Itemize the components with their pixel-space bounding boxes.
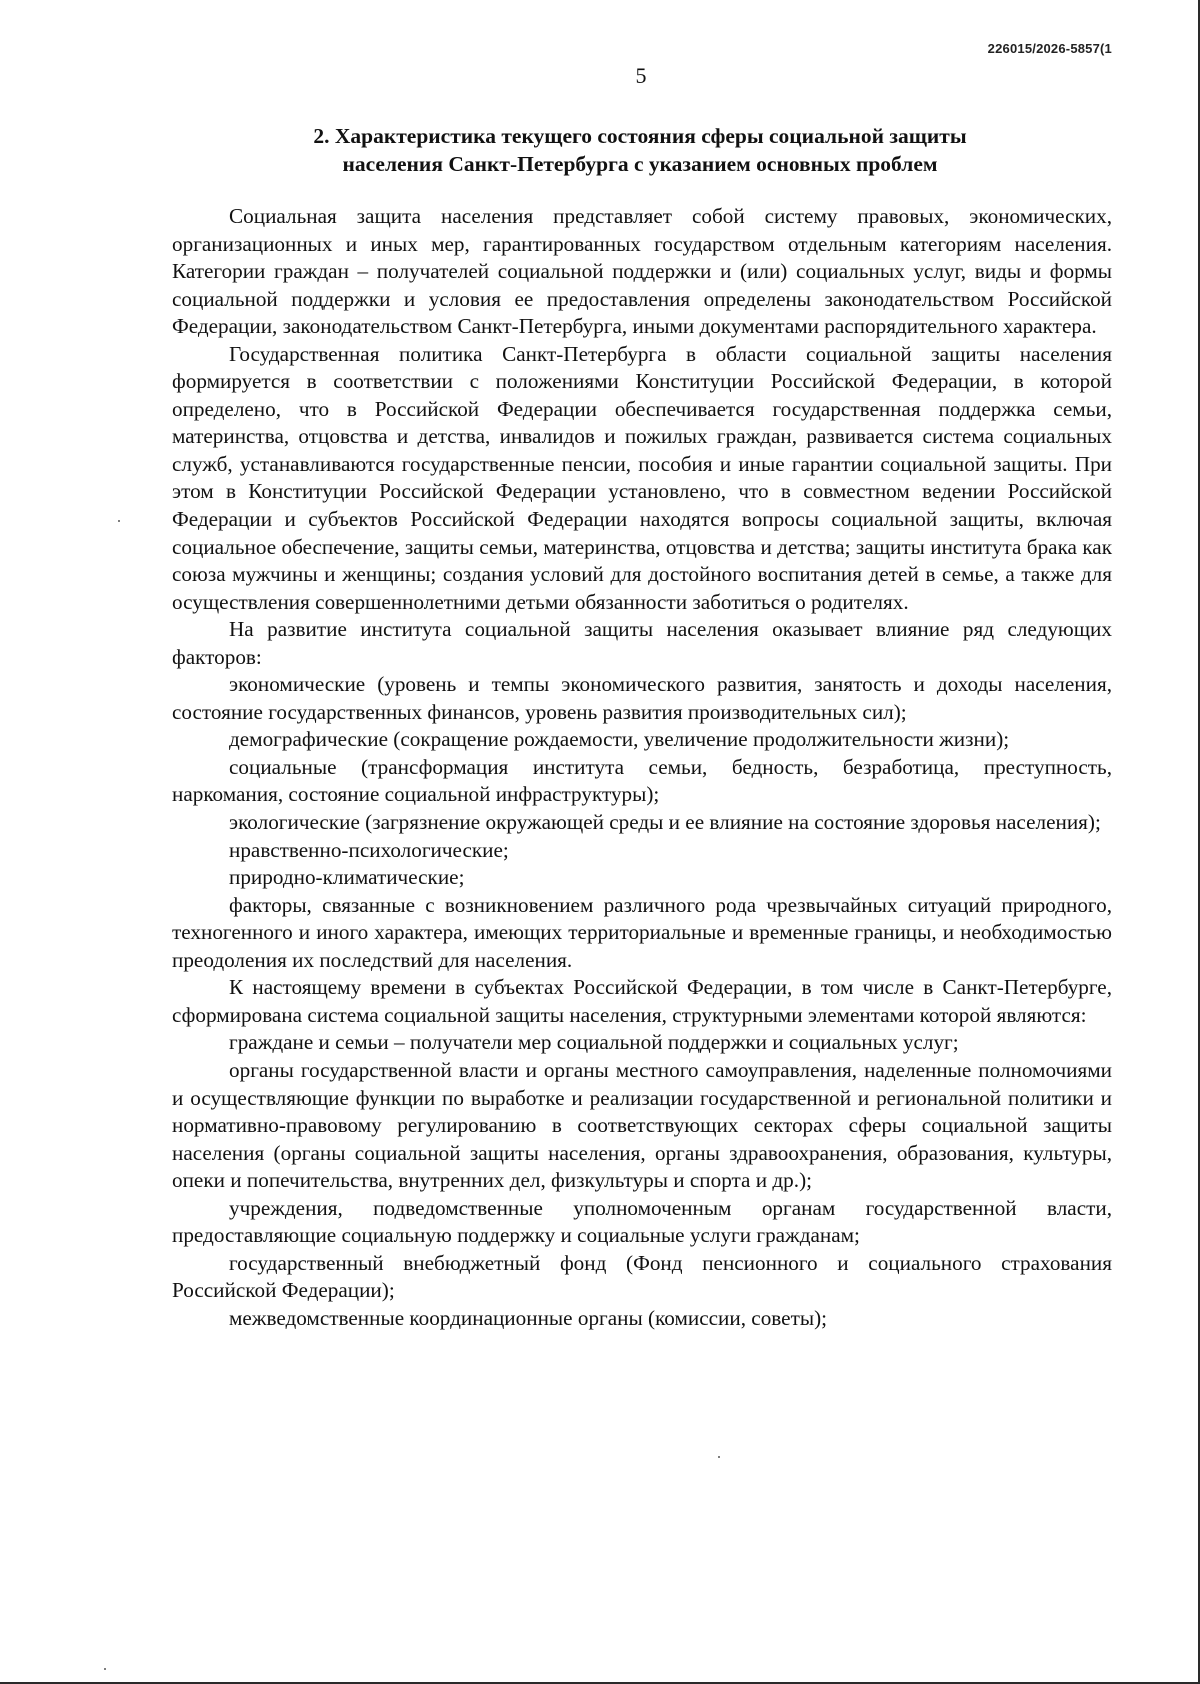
paragraph: учреждения, подведомственные уполномоченным органам государственной власти, предоставляющие социальную поддержку и социальные услуги гражданам; <box>172 1195 1112 1248</box>
paragraph: природно-климатические; <box>229 865 465 890</box>
scan-speck <box>118 520 120 522</box>
paragraph: нравственно-психологические; <box>229 837 509 862</box>
paragraph: Государственная политика Санкт-Петербурга в области социальной защиты населения формируется в соответствии с положениями Конституции Российской Федерации, в которой определено, что в Российской Федерации обеспечивается государственная поддержка семьи, материнства, отцовства и детства, инвалидов и пожилых граждан, развивается система социальных служб, устанавливаются государственные пенсии, пособия и иные гарантии социальной защиты. При этом в Конституции Российской Федерации установлено, что в совместном ведении Российской Федерации и субъектов Российской Федерации находятся вопросы социальной защиты, включая социальное обеспечение, защиты семьи, материнства, отцовства и детства; защиты института брака как союза мужчины и женщины; создания условий для достойного воспитания детей в семье, а также для осуществления совершеннолетними детьми обязанности заботиться о родителях. <box>172 341 1112 614</box>
paragraph: факторы, связанные с возникновением различного рода чрезвычайных ситуаций природного, техногенного и иного характера, имеющих территориальные и временные границы, и необходимостью преодоления их последствий для населения. <box>172 892 1112 972</box>
section-title <box>230 122 1050 178</box>
paragraph: межведомственные координационные органы (комиссии, советы); <box>229 1305 828 1330</box>
scan-speck <box>104 1668 106 1670</box>
paragraph: государственный внебюджетный фонд (Фонд пенсионного и социального страхования Российской Федерации); <box>172 1250 1112 1303</box>
page-number: 5 <box>635 63 647 88</box>
paragraph: демографические (сокращение рождаемости, увеличение продолжительности жизни); <box>229 727 1010 752</box>
document-id: 226015/2026-5857(1 <box>987 41 1112 56</box>
paragraph: экологические (загрязнение окружающей среды и ее влияние на состояние здоровья населения); <box>229 810 1101 835</box>
section-title-line-1: 2. Характеристика текущего состояния сферы социальной защиты <box>313 124 967 148</box>
section-title-line-2: населения Санкт-Петербурга с указанием основных проблем <box>342 152 938 176</box>
paragraph: На развитие института социальной защиты населения оказывает влияние ряд следующих факторов: <box>172 617 1112 669</box>
scan-speck <box>718 1456 720 1458</box>
paragraph: граждане и семьи – получатели мер социальной поддержки и социальных услуг; <box>229 1030 959 1055</box>
paragraph: экономические (уровень и темпы экономического развития, занятость и доходы населения, состояние государственных финансов, уровень развития производительных сил); <box>172 672 1112 724</box>
paragraph: К настоящему времени в субъектах Российской Федерации, в том числе в Санкт-Петербурге, сформирована система социальной защиты населения, структурными элементами которой являются: <box>172 975 1112 1027</box>
paragraph: Социальная защита населения представляет собой систему правовых, экономических, организационных и иных мер, гарантированных государством отдельным категориям населения. Категории граждан – получателей социальной поддержки и (или) социальных услуг, виды и формы социальной поддержки и условия ее предоставления определены законодательством Российской Федерации, законодательством Санкт-Петербурга, иными документами распорядительного характера. <box>172 204 1112 339</box>
paragraph: органы государственной власти и органы местного самоуправления, наделенные полномочиями и осуществляющие функции по выработке и реализации государственной и региональной политики и нормативно-правовому регулированию в соответствующих секторах сферы социальной защиты населения (органы социальной защиты населения, органы здравоохранения, образования, культуры, опеки и попечительства, внутренних дел, физкультуры и спорта и др.); <box>172 1057 1112 1193</box>
paragraph: социальные (трансформация института семьи, бедность, безработица, преступность, наркомания, состояние социальной инфраструктуры); <box>172 754 1112 807</box>
body-text <box>172 203 1112 1332</box>
